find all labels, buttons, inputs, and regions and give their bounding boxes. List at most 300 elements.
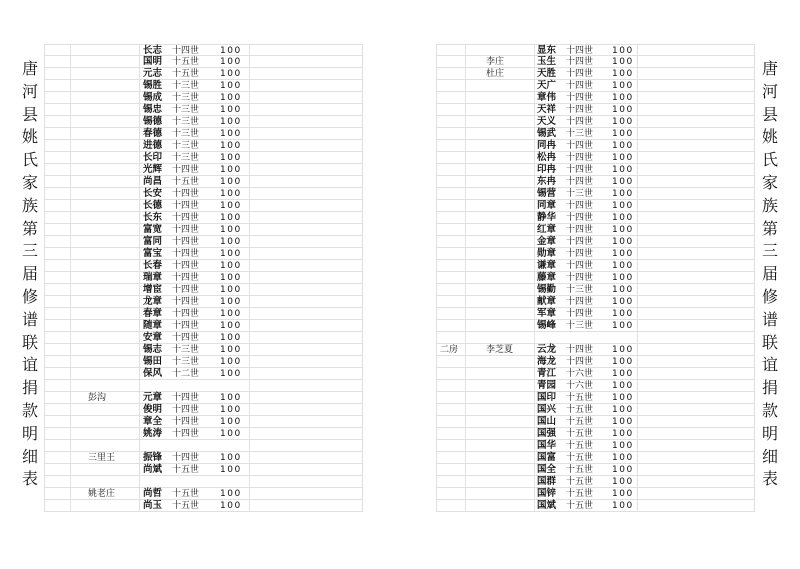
generation-cell: 十四世 [566, 357, 594, 367]
amount-cell: 100 [220, 285, 242, 295]
name-cell: 进德 [143, 140, 163, 151]
amount-cell: 100 [612, 273, 634, 283]
table-row [436, 236, 754, 248]
table-row [44, 380, 362, 392]
table-row [436, 116, 754, 128]
title-char: 联 [761, 332, 778, 352]
generation-cell: 十四世 [566, 249, 594, 259]
table-row [44, 56, 362, 68]
name-cell: 同冉 [537, 140, 557, 151]
title-char: 族 [761, 195, 778, 215]
title-char: 修 [21, 286, 38, 306]
table-row [436, 272, 754, 284]
name-cell: 瑞章 [143, 272, 163, 283]
amount-cell: 100 [612, 237, 634, 247]
amount-cell: 100 [612, 117, 634, 127]
title-char: 姚 [761, 127, 778, 147]
amount-cell: 100 [612, 189, 634, 199]
table-row [44, 368, 362, 380]
amount-cell: 100 [220, 501, 242, 511]
generation-cell: 十四世 [172, 405, 200, 415]
title-char: 表 [21, 469, 38, 489]
title-char: 第 [761, 218, 778, 238]
name-cell: 谦章 [537, 260, 557, 271]
amount-cell: 100 [612, 93, 634, 103]
generation-cell: 十四世 [566, 165, 594, 175]
generation-cell: 十五世 [566, 489, 594, 499]
generation-cell: 十三世 [172, 81, 200, 91]
name-cell: 锡勤 [537, 284, 557, 295]
amount-cell: 100 [612, 489, 634, 499]
generation-cell: 十四世 [566, 46, 594, 56]
name-cell: 安章 [143, 332, 163, 343]
table-row [44, 92, 362, 104]
amount-cell: 100 [220, 249, 242, 259]
table-row [436, 464, 754, 476]
name-cell: 国山 [537, 416, 557, 427]
table-row [44, 404, 362, 416]
table-row [44, 224, 362, 236]
amount-cell: 100 [220, 141, 242, 151]
amount-cell: 100 [612, 453, 634, 463]
amount-cell: 100 [612, 417, 634, 427]
generation-cell: 十五世 [172, 489, 200, 499]
donation-table-left [44, 44, 362, 512]
generation-cell: 十五世 [566, 501, 594, 511]
amount-cell: 100 [220, 309, 242, 319]
generation-cell: 十四世 [172, 165, 200, 175]
amount-cell: 100 [220, 393, 242, 403]
table-row [44, 284, 362, 296]
branch-cell: 二房 [440, 345, 459, 355]
generation-cell: 十四世 [566, 309, 594, 319]
title-char: 姚 [21, 127, 38, 147]
name-cell: 藤章 [537, 272, 557, 283]
name-cell: 保风 [143, 368, 163, 379]
title-char: 款 [21, 400, 38, 420]
generation-cell: 十四世 [566, 345, 594, 355]
table-row [44, 44, 362, 56]
title-char: 谱 [761, 309, 778, 329]
table-row [436, 68, 754, 80]
table-row [44, 164, 362, 176]
generation-cell: 十四世 [172, 453, 200, 463]
name-cell: 红章 [537, 224, 557, 235]
generation-cell: 十四世 [172, 333, 200, 343]
generation-cell: 十五世 [172, 465, 200, 475]
name-cell: 富宽 [143, 224, 163, 235]
title-char: 三 [21, 241, 38, 261]
generation-cell: 十三世 [172, 117, 200, 127]
amount-cell: 100 [612, 225, 634, 235]
generation-cell: 十四世 [566, 297, 594, 307]
generation-cell: 十三世 [172, 93, 200, 103]
generation-cell: 十四世 [172, 429, 200, 439]
title-char: 河 [761, 81, 778, 101]
title-char: 族 [21, 195, 38, 215]
title-char: 捐 [761, 378, 778, 398]
amount-cell: 100 [612, 321, 634, 331]
generation-cell: 十三世 [172, 153, 200, 163]
generation-cell: 十四世 [566, 225, 594, 235]
generation-cell: 十五世 [566, 429, 594, 439]
generation-cell: 十四世 [172, 46, 200, 56]
table-row [436, 452, 754, 464]
generation-cell: 十五世 [566, 441, 594, 451]
title-char: 谊 [761, 355, 778, 375]
amount-cell: 100 [612, 369, 634, 379]
name-cell: 国明 [143, 56, 163, 67]
generation-cell: 十三世 [566, 321, 594, 331]
amount-cell: 100 [612, 213, 634, 223]
amount-cell: 100 [220, 153, 242, 163]
table-row [436, 428, 754, 440]
table-row [436, 308, 754, 320]
table-row [436, 224, 754, 236]
name-cell: 锡武 [537, 128, 557, 139]
generation-cell: 十四世 [172, 297, 200, 307]
place-cell: 三里王 [88, 453, 116, 463]
amount-cell: 100 [220, 333, 242, 343]
table-row [44, 200, 362, 212]
amount-cell: 100 [220, 369, 242, 379]
name-cell: 尚昌 [143, 176, 163, 187]
name-cell: 锡胜 [143, 80, 163, 91]
amount-cell: 100 [220, 237, 242, 247]
name-cell: 长志 [143, 45, 163, 56]
table-row [436, 404, 754, 416]
name-cell: 天义 [537, 116, 557, 127]
generation-cell: 十四世 [566, 141, 594, 151]
generation-cell: 十四世 [566, 201, 594, 211]
table-row [44, 188, 362, 200]
generation-cell: 十六世 [566, 381, 594, 391]
amount-cell: 100 [220, 261, 242, 271]
table-row [436, 164, 754, 176]
name-cell: 锡德 [143, 116, 163, 127]
generation-cell: 十六世 [566, 369, 594, 379]
generation-cell: 十三世 [566, 285, 594, 295]
amount-cell: 100 [612, 393, 634, 403]
amount-cell: 100 [612, 46, 634, 56]
generation-cell: 十四世 [172, 309, 200, 319]
vertical-title-left [18, 58, 42, 491]
amount-cell: 100 [612, 285, 634, 295]
generation-cell: 十五世 [566, 417, 594, 427]
generation-cell: 十四世 [566, 117, 594, 127]
title-char: 县 [761, 104, 778, 124]
generation-cell: 十四世 [566, 105, 594, 115]
generation-cell: 十三世 [172, 105, 200, 115]
name-cell: 静华 [537, 212, 557, 223]
table-row [436, 92, 754, 104]
name-cell: 云龙 [537, 344, 557, 355]
name-cell: 国强 [537, 428, 557, 439]
amount-cell: 100 [612, 57, 634, 67]
name-cell: 春德 [143, 128, 163, 139]
table-row [436, 368, 754, 380]
name-cell: 春章 [143, 308, 163, 319]
name-cell: 章全 [143, 416, 163, 427]
name-cell: 国印 [537, 392, 557, 403]
amount-cell: 100 [612, 165, 634, 175]
name-cell: 长东 [143, 212, 163, 223]
generation-cell: 十四世 [172, 393, 200, 403]
name-cell: 国斌 [537, 500, 557, 511]
amount-cell: 100 [220, 117, 242, 127]
name-cell: 光辉 [143, 164, 163, 175]
name-cell: 锡忠 [143, 104, 163, 115]
table-row [44, 320, 362, 332]
table-row [436, 188, 754, 200]
vertical-title-right [758, 58, 782, 491]
generation-cell: 十四世 [172, 285, 200, 295]
table-row [436, 176, 754, 188]
amount-cell: 100 [220, 69, 242, 79]
amount-cell: 100 [220, 465, 242, 475]
amount-cell: 100 [220, 93, 242, 103]
name-cell: 国兴 [537, 404, 557, 415]
table-row [44, 176, 362, 188]
generation-cell: 十四世 [566, 93, 594, 103]
name-cell: 尚哲 [143, 488, 163, 499]
generation-cell: 十四世 [566, 213, 594, 223]
amount-cell: 100 [220, 273, 242, 283]
amount-cell: 100 [220, 177, 242, 187]
table-row [44, 344, 362, 356]
name-cell: 军章 [537, 308, 557, 319]
title-char: 河 [21, 81, 38, 101]
table-row [436, 344, 754, 356]
amount-cell: 100 [612, 477, 634, 487]
title-char: 氏 [761, 150, 778, 170]
name-cell: 长春 [143, 260, 163, 271]
amount-cell: 100 [612, 261, 634, 271]
amount-cell: 100 [612, 345, 634, 355]
amount-cell: 100 [612, 141, 634, 151]
name-cell: 海龙 [537, 356, 557, 367]
amount-cell: 100 [220, 297, 242, 307]
title-char: 表 [761, 469, 778, 489]
table-row [44, 332, 362, 344]
table-row [436, 128, 754, 140]
name-cell: 金章 [537, 236, 557, 247]
name-cell: 同章 [537, 200, 557, 211]
table-row [436, 320, 754, 332]
title-char: 明 [21, 423, 38, 443]
generation-cell: 十五世 [172, 69, 200, 79]
title-char: 捐 [21, 378, 38, 398]
amount-cell: 100 [220, 105, 242, 115]
place-cell: 姚老庄 [88, 489, 116, 499]
table-row [44, 80, 362, 92]
name-cell: 富宝 [143, 248, 163, 259]
table-row [44, 116, 362, 128]
table-row [436, 284, 754, 296]
generation-cell: 十三世 [172, 357, 200, 367]
amount-cell: 100 [612, 429, 634, 439]
amount-cell: 100 [612, 309, 634, 319]
amount-cell: 100 [612, 81, 634, 91]
table-row [436, 380, 754, 392]
title-char: 三 [761, 241, 778, 261]
name-cell: 国华 [537, 440, 557, 451]
generation-cell: 十五世 [172, 57, 200, 67]
table-row [44, 296, 362, 308]
title-char: 家 [761, 172, 778, 192]
name-cell: 尚斌 [143, 464, 163, 475]
table-row [44, 488, 362, 500]
amount-cell: 100 [612, 249, 634, 259]
name-cell: 国富 [537, 452, 557, 463]
amount-cell: 100 [612, 501, 634, 511]
table-row [44, 356, 362, 368]
generation-cell: 十四世 [172, 189, 200, 199]
name-cell: 青江 [537, 368, 557, 379]
table-row [44, 452, 362, 464]
donation-table-right [436, 44, 754, 512]
name-cell: 勋章 [537, 248, 557, 259]
table-row [44, 500, 362, 512]
name-cell: 青园 [537, 380, 557, 391]
table-row [436, 416, 754, 428]
generation-cell: 十四世 [566, 153, 594, 163]
amount-cell: 100 [220, 57, 242, 67]
title-char: 家 [21, 172, 38, 192]
table-row [44, 68, 362, 80]
amount-cell: 100 [612, 297, 634, 307]
table-row [44, 476, 362, 488]
generation-cell: 十四世 [172, 237, 200, 247]
generation-cell: 十三世 [172, 345, 200, 355]
table-row [436, 488, 754, 500]
title-char: 联 [21, 332, 38, 352]
name-cell: 国锌 [537, 488, 557, 499]
name-cell: 锡田 [143, 356, 163, 367]
name-cell: 国群 [537, 476, 557, 487]
name-cell: 东冉 [537, 176, 557, 187]
amount-cell: 100 [612, 201, 634, 211]
table-row [44, 152, 362, 164]
table-row [44, 308, 362, 320]
title-char: 修 [761, 286, 778, 306]
amount-cell: 100 [612, 405, 634, 415]
name-cell: 天胜 [537, 68, 557, 79]
title-char: 谱 [21, 309, 38, 329]
table-row [436, 356, 754, 368]
generation-cell: 十五世 [566, 393, 594, 403]
amount-cell: 100 [220, 46, 242, 56]
amount-cell: 100 [220, 129, 242, 139]
generation-cell: 十四世 [566, 273, 594, 283]
title-char: 届 [761, 264, 778, 284]
title-char: 届 [21, 264, 38, 284]
name-cell: 国全 [537, 464, 557, 475]
title-char: 谊 [21, 355, 38, 375]
table-row [44, 428, 362, 440]
place-cell: 彭沟 [88, 393, 107, 403]
amount-cell: 100 [220, 165, 242, 175]
generation-cell: 十二世 [172, 369, 200, 379]
amount-cell: 100 [612, 465, 634, 475]
amount-cell: 100 [220, 405, 242, 415]
name-cell: 锡峰 [537, 320, 557, 331]
table-row [436, 296, 754, 308]
name-cell: 锡营 [537, 188, 557, 199]
generation-cell: 十五世 [566, 465, 594, 475]
amount-cell: 100 [612, 69, 634, 79]
table-row [44, 212, 362, 224]
table-row [436, 80, 754, 92]
generation-cell: 十四世 [172, 273, 200, 283]
amount-cell: 100 [220, 453, 242, 463]
name-cell: 天广 [537, 80, 557, 91]
amount-cell: 100 [220, 417, 242, 427]
name-cell: 长德 [143, 200, 163, 211]
name-cell: 锡志 [143, 344, 163, 355]
title-char: 明 [761, 423, 778, 443]
table-row [44, 104, 362, 116]
generation-cell: 十五世 [566, 405, 594, 415]
generation-cell: 十五世 [566, 477, 594, 487]
amount-cell: 100 [220, 345, 242, 355]
table-row [436, 140, 754, 152]
title-char: 唐 [761, 59, 778, 78]
generation-cell: 十四世 [172, 201, 200, 211]
generation-cell: 十五世 [172, 177, 200, 187]
table-row [436, 104, 754, 116]
name-cell: 天祥 [537, 104, 557, 115]
generation-cell: 十四世 [566, 81, 594, 91]
table-row [44, 464, 362, 476]
amount-cell: 100 [220, 321, 242, 331]
generation-cell: 十四世 [566, 69, 594, 79]
generation-cell: 十四世 [566, 237, 594, 247]
generation-cell: 十四世 [172, 321, 200, 331]
title-char: 款 [761, 400, 778, 420]
generation-cell: 十四世 [566, 261, 594, 271]
table-row [436, 248, 754, 260]
name-cell: 振锋 [143, 452, 163, 463]
name-cell: 印冉 [537, 164, 557, 175]
generation-cell: 十五世 [566, 453, 594, 463]
title-char: 氏 [21, 150, 38, 170]
name-cell: 锡成 [143, 92, 163, 103]
name-cell: 显东 [537, 45, 557, 56]
generation-cell: 十四世 [566, 177, 594, 187]
table-row [436, 200, 754, 212]
title-char: 唐 [21, 59, 38, 78]
name-cell: 富同 [143, 236, 163, 247]
place-cell: 李庄 [486, 57, 505, 67]
table-row [44, 140, 362, 152]
generation-cell: 十五世 [172, 501, 200, 511]
table-row [44, 392, 362, 404]
amount-cell: 100 [220, 81, 242, 91]
generation-cell: 十三世 [172, 141, 200, 151]
amount-cell: 100 [612, 129, 634, 139]
amount-cell: 100 [612, 357, 634, 367]
generation-cell: 十三世 [566, 189, 594, 199]
generation-cell: 十四世 [172, 213, 200, 223]
table-row [436, 332, 754, 344]
amount-cell: 100 [612, 153, 634, 163]
amount-cell: 100 [612, 441, 634, 451]
title-char: 细 [761, 446, 778, 466]
table-row [436, 476, 754, 488]
table-row [436, 152, 754, 164]
amount-cell: 100 [220, 225, 242, 235]
